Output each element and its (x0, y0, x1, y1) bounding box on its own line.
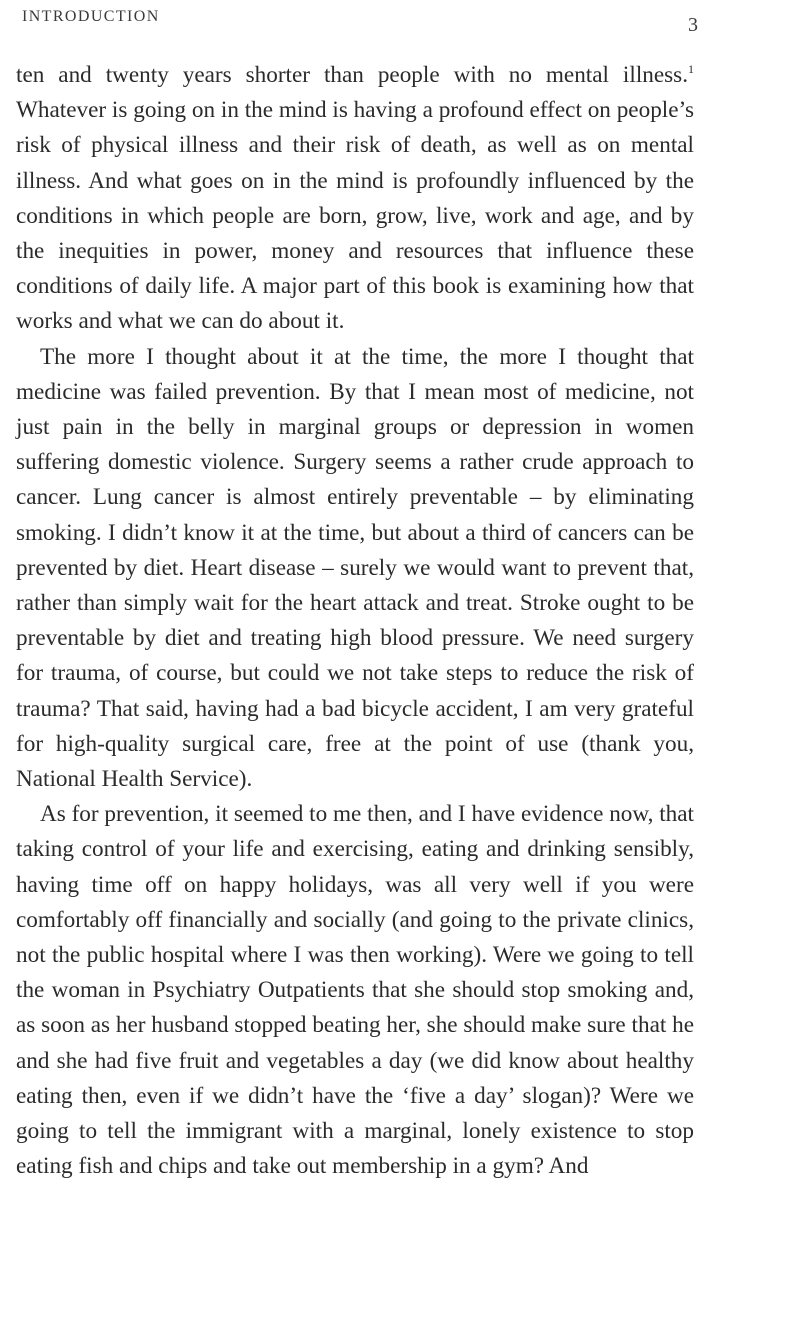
paragraph-3: As for prevention, it seemed to me then, and I have evidence now, that taking control of your life and exercising, eating and drinking sensibly, having time off on happy holidays, was all very well if you were comfortably off financially and socially (and going to the private clinics, not the public hospital where I was then working). Were we going to tell the woman in Psychiatry Outpatients that she should stop smoking and, as soon as her husband stopped beating her, she should make sure that he and she had five fruit and vegetables a day (we did know about healthy eating then, even if we didn’t have the ‘five a day’ slogan)? Were we going to tell the immigrant with a marginal, lonely existence to stop eating fish and chips and take out membership in a gym? And (16, 801, 694, 1180)
paragraph-1-continuation: Whatever is going on in the mind is having a profound effect on people’s risk of physical illness and their risk of death, as well as on mental illness. And what goes on in the mind is profoundly influenced by the conditions in which people are born, grow, live, work and age, and by the inequities in power, money and resources that influence these conditions of daily life. A major part of this book is examining how that works and what we can do about it. (16, 97, 694, 335)
running-head (22, 8, 698, 36)
footnote-marker[interactable]: 1 (688, 62, 694, 76)
page-number: 3 (688, 14, 698, 36)
section-title: INTRODUCTION (22, 8, 160, 25)
paragraph-1-text: ten and twenty years shorter than people with no mental illness. (16, 62, 688, 88)
body-text (16, 58, 694, 1185)
paragraph-1 (16, 58, 694, 340)
paragraph-2: The more I thought about it at the time, the more I thought that medicine was failed prevention. By that I mean most of medicine, not just pain in the belly in marginal groups or depression in women suffering domestic violence. Surgery seems a rather crude approach to cancer. Lung cancer is almost entirely preventable – by eliminating smoking. I didn’t know it at the time, but about a third of cancers can be prevented by diet. Heart disease – surely we would want to prevent that, rather than simply wait for the heart attack and treat. Stroke ought to be preventable by diet and treating high blood pressure. We need surgery for trauma, of course, but could we not take steps to reduce the risk of trauma? That said, having had a bad bicycle accident, I am very grateful for high-quality surgical care, free at the point of use (thank you, National Health Service). (16, 343, 694, 793)
